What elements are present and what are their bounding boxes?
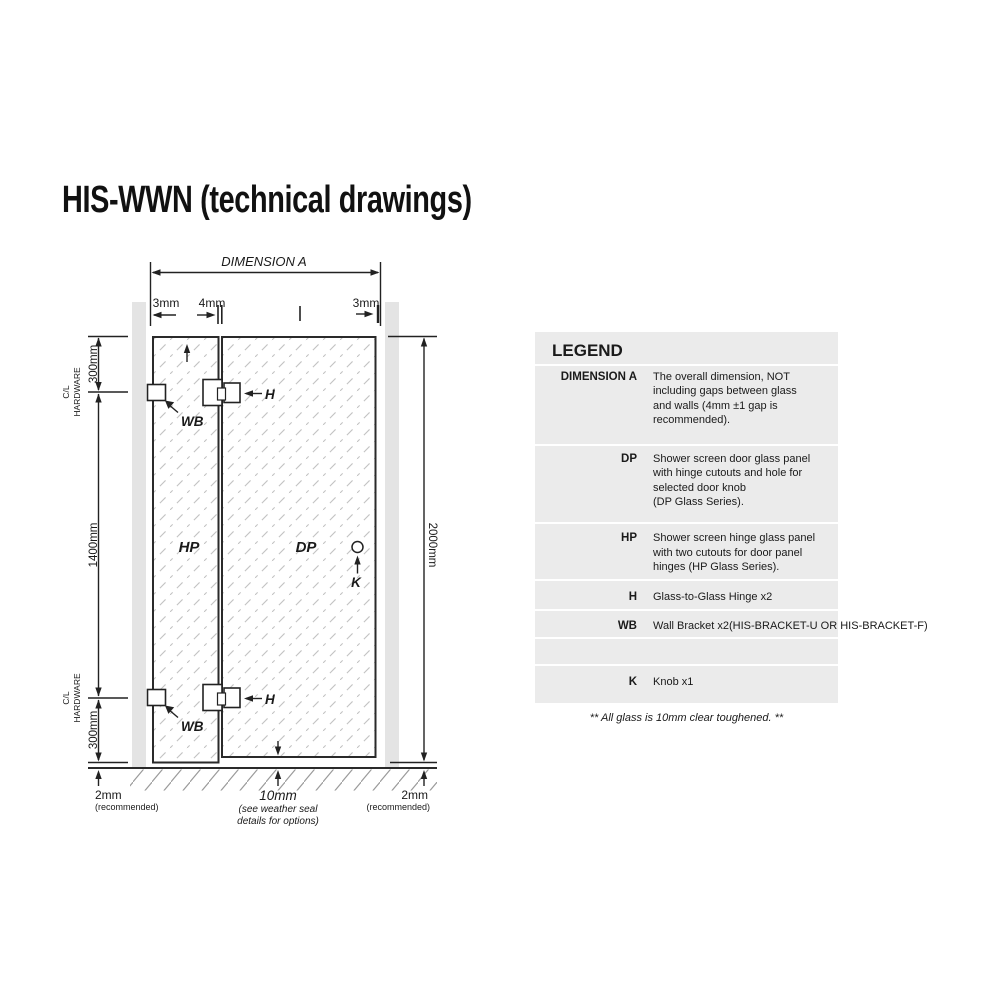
left-dimension-column [61, 337, 128, 762]
legend-value-line: Knob x1 [653, 675, 694, 688]
page-title: HIS-WWN (technical drawings) [62, 179, 472, 221]
arrowhead [152, 269, 161, 275]
arrowhead [95, 394, 101, 403]
wb-label-top: WB [181, 414, 204, 429]
legend-row-h [535, 579, 838, 609]
legend-value [653, 639, 838, 664]
legend-value-line: selected door knob [653, 481, 746, 494]
legend-row-wb [535, 609, 928, 638]
legend-value-line: Wall Bracket x2(HIS-BRACKET-U OR HIS-BRACKET-F) [653, 619, 928, 632]
hp-label: HP [178, 539, 200, 556]
legend-value-line: recommended). [653, 414, 731, 426]
hinge-plate-right [224, 688, 240, 708]
dp-label: DP [295, 539, 317, 556]
gap-4mm-label: 4mm [198, 296, 226, 310]
gap-10mm-label: 10mm [259, 788, 297, 803]
legend-value-line: with two cutouts for door panel [653, 546, 803, 559]
arrowhead [421, 338, 427, 347]
legend-row-empty [535, 637, 838, 664]
legend-value-line: (DP Glass Series). [653, 496, 744, 508]
legend-panel [535, 332, 928, 703]
legend-row-k [535, 664, 838, 704]
gap-3mm-left-label: 3mm [152, 296, 180, 310]
knob-circle [352, 542, 363, 553]
recommended-right-label: (recommended) [366, 802, 430, 812]
recommended-left-label: (recommended) [95, 802, 159, 812]
dim-300-bottom-label: 300mm [88, 710, 100, 750]
arrowhead [207, 312, 216, 318]
wall-bracket [148, 385, 166, 401]
legend-value-line: and walls (4mm ±1 gap is [653, 399, 778, 412]
legend-key: DIMENSION A [560, 370, 637, 383]
weather-seal-note-2: details for options) [237, 816, 319, 827]
legend-footnote: ** All glass is 10mm clear toughened. ** [589, 712, 784, 724]
hinge-plate-right [224, 383, 240, 403]
legend-value-line: hinges (HP Glass Series). [653, 561, 780, 573]
legend-row-hp [535, 522, 838, 579]
legend-value [653, 675, 838, 704]
cl-hardware-top-label: C/L [61, 385, 71, 399]
arrowhead [153, 312, 162, 318]
dimension-a-label: DIMENSION A [221, 254, 307, 269]
arrowhead [365, 311, 374, 317]
arrowhead [95, 753, 101, 762]
arrowhead [95, 688, 101, 697]
h-label-top: H [265, 387, 275, 402]
weather-seal-note-1: (see weather seal [238, 804, 318, 815]
arrowhead [95, 700, 101, 709]
gap-3mm-right-label: 3mm [352, 296, 380, 310]
cl-hardware-bottom-label: C/L [61, 691, 71, 705]
gap-2mm-left-label: 2mm [95, 788, 122, 802]
cl-hardware-top-label2: HARDWARE [72, 367, 82, 417]
legend-value [653, 531, 838, 579]
hinge-slot [218, 388, 226, 400]
left-wall [132, 302, 146, 768]
wb-label-bottom: WB [181, 719, 204, 734]
legend-value-line: with hinge cutouts and hole for [653, 467, 803, 479]
legend-key: HP [621, 532, 637, 544]
hinge-slot [218, 693, 226, 705]
legend-key: WB [617, 619, 637, 632]
dim-1400-label: 1400mm [88, 522, 100, 568]
legend-header: LEGEND [552, 341, 623, 360]
dim-2000-label: 2000mm [426, 522, 438, 568]
wall-bracket [148, 690, 166, 706]
legend-value-line: including gaps between glass [653, 385, 797, 397]
legend-row-dp [535, 444, 838, 523]
legend-value [653, 590, 838, 609]
cl-hardware-bottom-label2: HARDWARE [72, 673, 82, 723]
arrowhead [421, 753, 427, 762]
legend-value-line: Glass-to-Glass Hinge x2 [653, 590, 773, 603]
knob-label: K [351, 575, 361, 590]
legend-value-line: Shower screen door glass panel [653, 452, 811, 465]
legend-value-line: The overall dimension, NOT [653, 370, 790, 383]
arrowhead [371, 269, 380, 275]
legend-value [653, 452, 838, 523]
arrowhead [95, 770, 101, 779]
legend-key [535, 639, 637, 664]
gap-2mm-right-label: 2mm [401, 788, 428, 802]
legend-key: H [628, 590, 637, 603]
h-label-bottom: H [265, 692, 275, 707]
right-wall [385, 302, 399, 768]
dim-300-top-label: 300mm [88, 344, 100, 384]
legend-key: K [628, 675, 637, 688]
legend-value [653, 370, 838, 444]
legend-row-dimension-a [535, 364, 838, 444]
legend-value [653, 619, 928, 638]
dimension-a-measure [151, 254, 381, 326]
legend-key: DP [621, 452, 637, 465]
top-gap-dimensions [153, 296, 380, 324]
legend-value-line: Shower screen hinge glass panel [653, 532, 816, 544]
